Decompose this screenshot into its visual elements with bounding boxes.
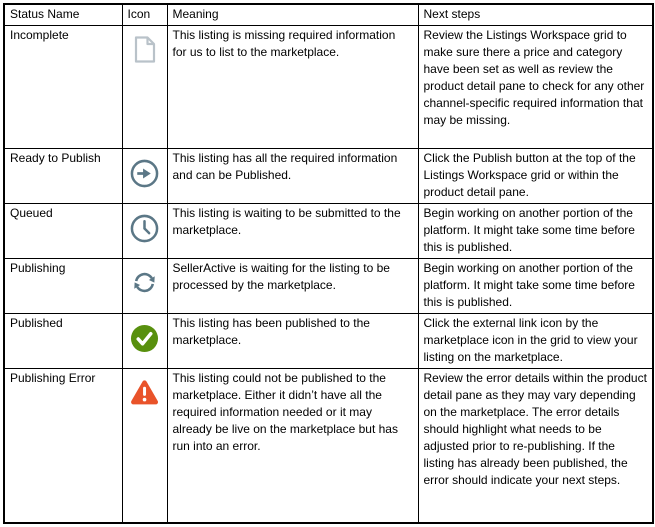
check-circle-icon — [130, 324, 159, 353]
table-row-ready-to-publish — [4, 149, 653, 204]
next-steps-cell: Click the external link icon by the marketplace icon in the grid to view your listing on the marketplace. — [418, 314, 653, 369]
status-cell: Incomplete — [4, 26, 122, 149]
meaning-cell: This listing is missing required information for us to list to the marketplace. — [167, 26, 418, 149]
status-cell: Publishing — [4, 259, 122, 314]
status-cell: Queued — [4, 204, 122, 259]
warning-triangle-icon — [130, 379, 159, 406]
status-cell: Publishing Error — [4, 369, 122, 523]
meaning-cell: This listing is waiting to be submitted to the marketplace. — [167, 204, 418, 259]
clock-icon — [130, 214, 159, 243]
icon-cell — [122, 314, 167, 369]
table-row-incomplete — [4, 26, 653, 149]
next-steps-cell: Begin working on another portion of the platform. It might take some time before this is published. — [418, 259, 653, 314]
header-meaning: Meaning — [167, 4, 418, 26]
sync-arrows-icon — [130, 269, 159, 296]
meaning-cell: This listing could not be published to the marketplace. Either it didn’t have all the required information needed or it may already be live on the marketplace but has run into an error. — [167, 369, 418, 523]
meaning-cell: SellerActive is waiting for the listing to be processed by the marketplace. — [167, 259, 418, 314]
meaning-cell: This listing has been published to the marketplace. — [167, 314, 418, 369]
icon-cell — [122, 369, 167, 523]
header-next-steps: Next steps — [418, 4, 653, 26]
icon-cell — [122, 259, 167, 314]
table-row-publishing — [4, 259, 653, 314]
blank-page-icon — [134, 36, 156, 63]
table-row-queued — [4, 204, 653, 259]
meaning-cell: This listing has all the required information and can be Published. — [167, 149, 418, 204]
header-icon: Icon — [122, 4, 167, 26]
header-row — [4, 4, 653, 26]
status-cell: Published — [4, 314, 122, 369]
next-steps-cell: Begin working on another portion of the platform. It might take some time before this is published. — [418, 204, 653, 259]
table-row-published — [4, 314, 653, 369]
listing-status-table — [3, 3, 654, 524]
icon-cell — [122, 149, 167, 204]
header-status-name: Status Name — [4, 4, 122, 26]
next-steps-cell: Review the Listings Workspace grid to make sure there a price and category have been set as well as review the product detail pane to check for any other channel-specific required information that may be missing. — [418, 26, 653, 149]
next-steps-cell: Click the Publish button at the top of the Listings Workspace grid or within the product detail pane. — [418, 149, 653, 204]
icon-cell — [122, 26, 167, 149]
status-cell: Ready to Publish — [4, 149, 122, 204]
icon-cell — [122, 204, 167, 259]
publish-arrow-circle-icon — [130, 159, 159, 188]
next-steps-cell: Review the error details within the product detail pane as they may vary depending on the marketplace. The error details should highlight what needs to be adjusted prior to re-publishing. If the listing has already been published, the error should indicate your next steps. — [418, 369, 653, 523]
table-row-publishing-error — [4, 369, 653, 523]
